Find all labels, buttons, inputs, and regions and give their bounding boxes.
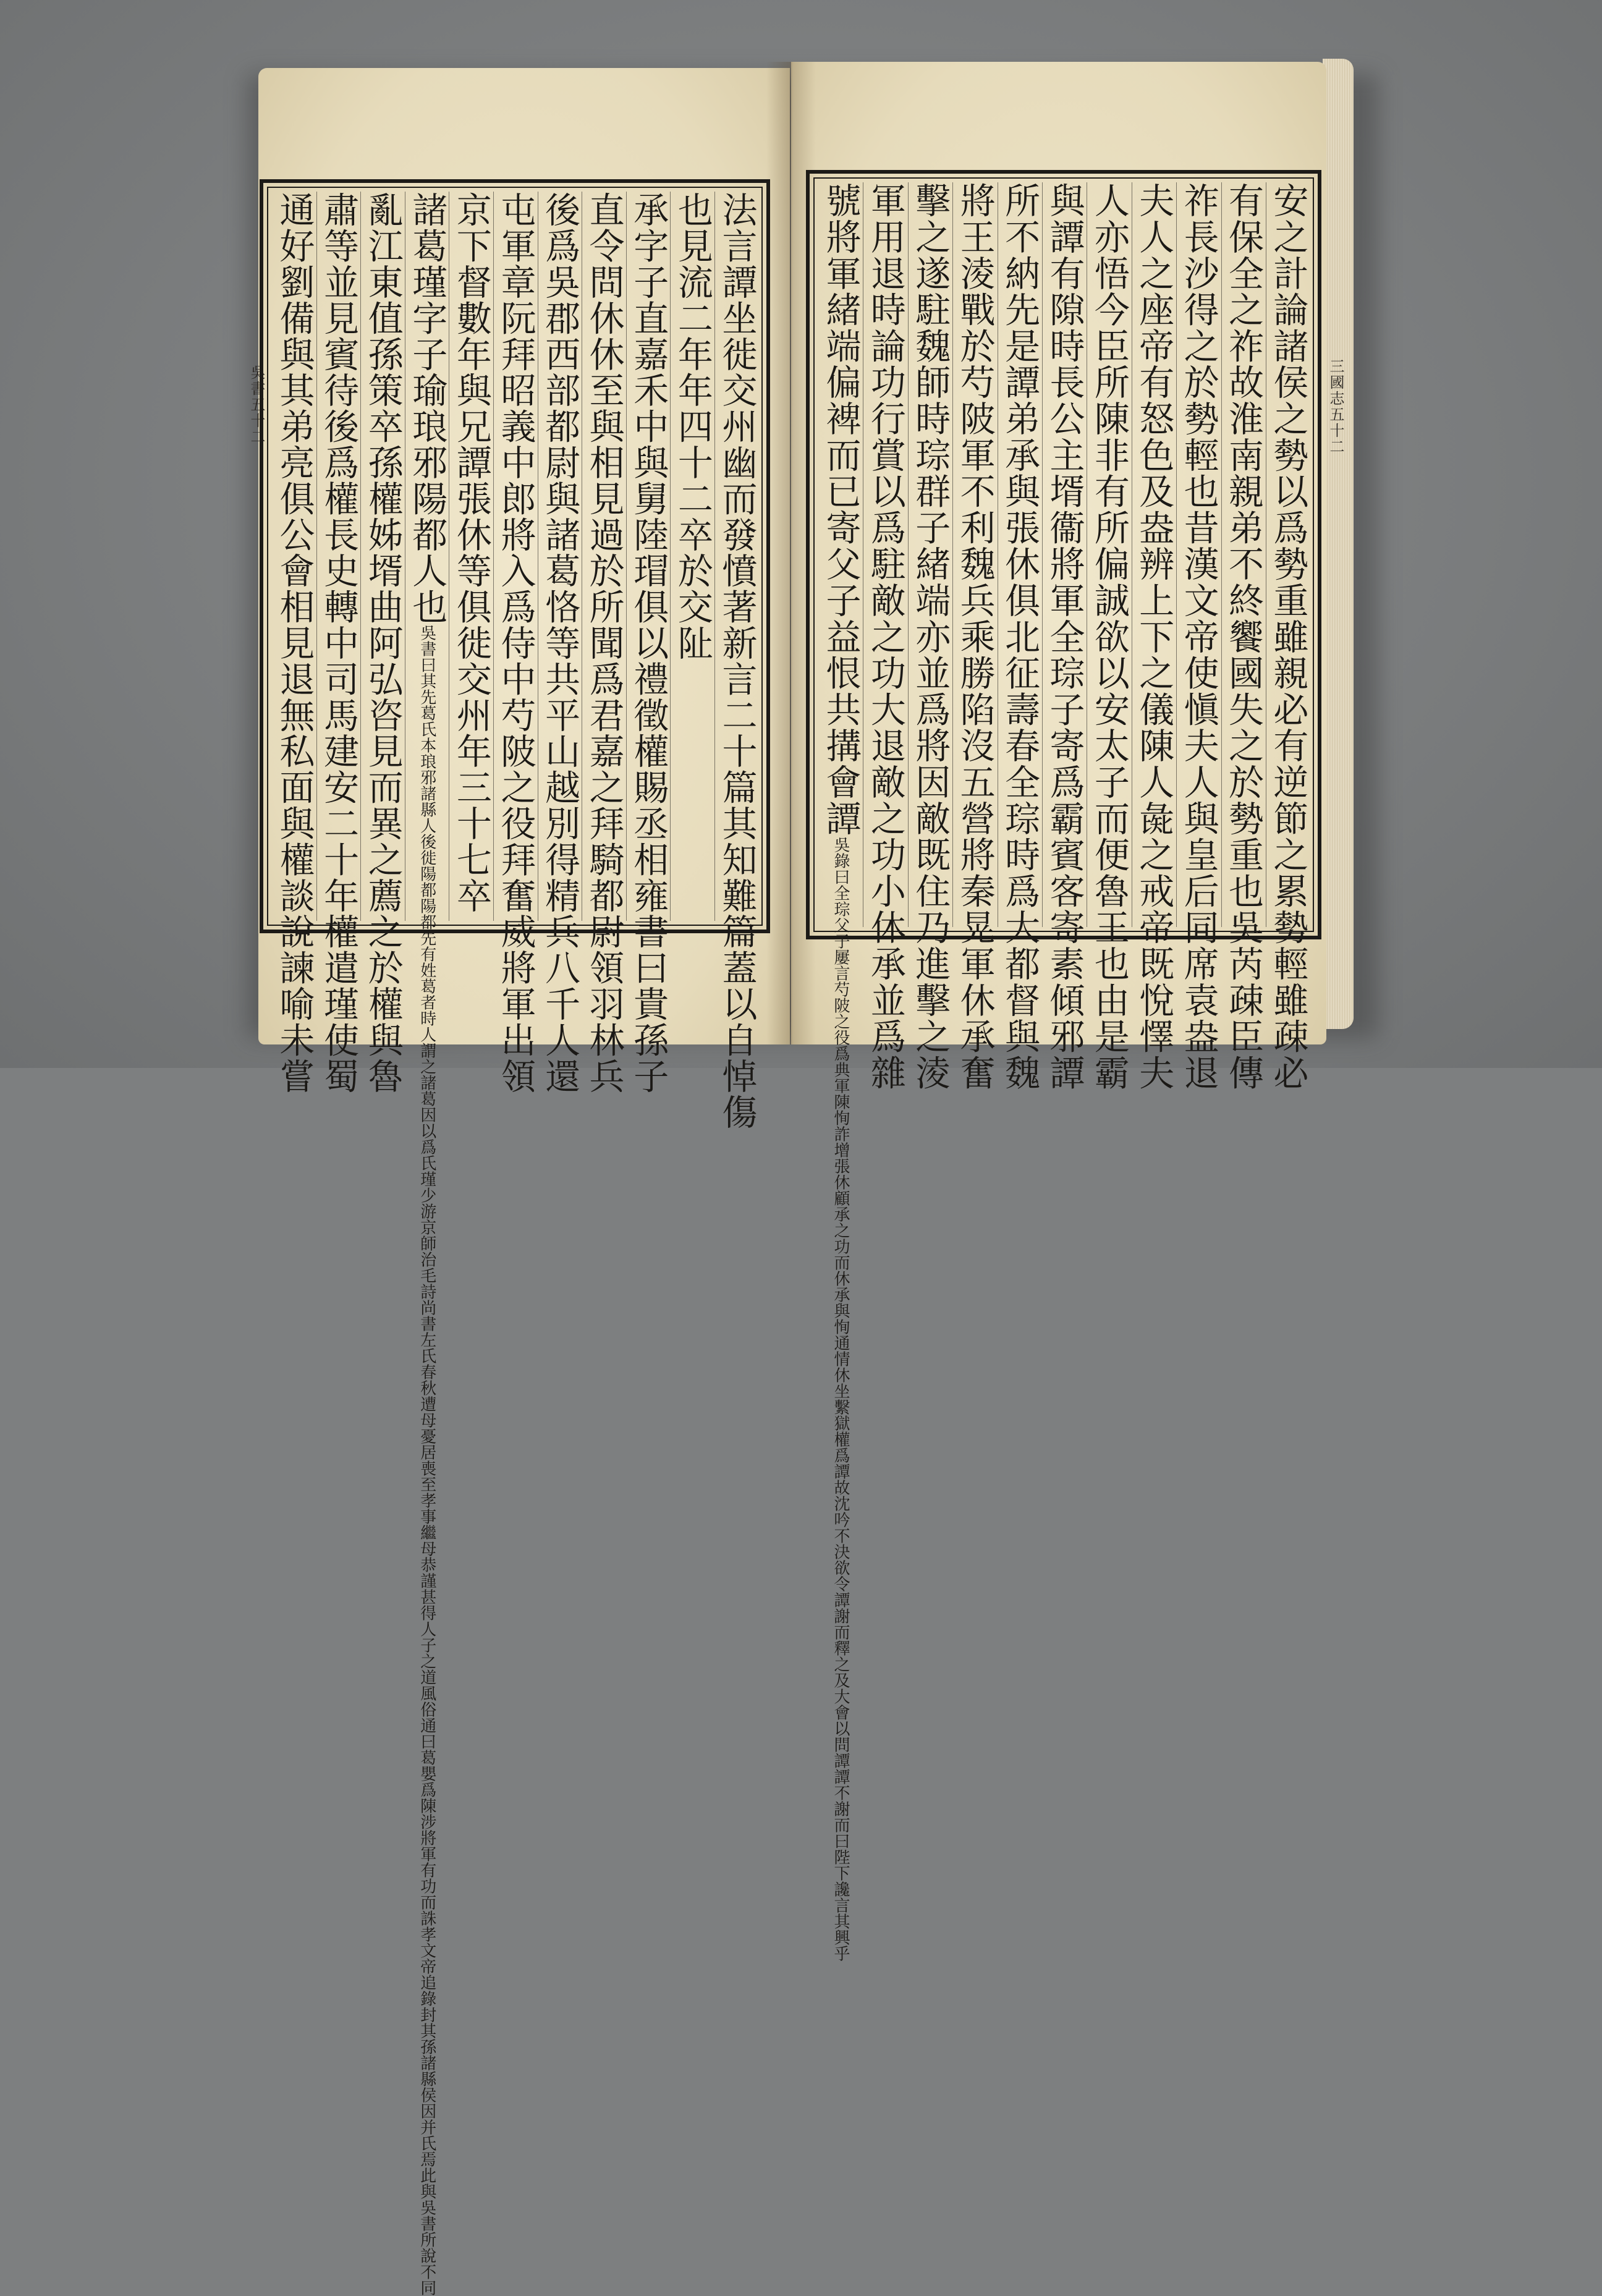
- column-text: 有保全之祚故淮南親弟不終饗國失之於勢重也吳芮疎臣傳: [1223, 182, 1264, 1091]
- column-text: 祚長沙得之於勢輕也昔漢文帝使愼夫人與皇后同席袁盎退: [1178, 182, 1219, 1091]
- left-column-2: [670, 192, 713, 921]
- column-text: 屯軍章阮拜昭義中郎將入爲侍中芍陂之役拜奮威將軍出領: [494, 192, 536, 1094]
- left-column-8: [405, 192, 448, 2296]
- left-column-11: [272, 192, 315, 1094]
- left-column-5: [538, 192, 581, 1094]
- column-text: 軍用退時論功行賞以爲駐敵之功大退敵之功小休承並爲雜: [865, 182, 906, 1091]
- left-column-6: [493, 192, 536, 1094]
- column-text: 後爲吳郡西部都尉與諸葛恪等共平山越別得精兵八千人還: [539, 192, 580, 1094]
- column-text: 通好劉備與其弟亮俱公會相見退無私面與權談說諫喻未嘗: [274, 192, 315, 1094]
- right-column-2: [1221, 182, 1265, 1091]
- right-fold-label: 三國志五十二: [1327, 358, 1344, 455]
- right-column-10: [863, 182, 906, 1091]
- left-column-3: [626, 192, 669, 1094]
- left-columns: [272, 192, 758, 2296]
- column-text: 擊之遂駐魏師時琮群子緒端亦並爲將因敵既住乃進擊之淩: [909, 182, 951, 1091]
- right-column-5: [1087, 182, 1130, 1091]
- right-column-9: [908, 182, 951, 1091]
- column-text: 號將軍緒端偏裨而已寄父子益恨共搆會譚: [820, 182, 861, 837]
- right-columns: [818, 182, 1309, 1962]
- column-text: 承字子直嘉禾中與舅陸瑁俱以禮徵權賜丞相雍書曰貴孫子: [627, 192, 669, 1094]
- column-text: 亂江東值孫策卒孫權姊壻曲阿弘咨見而異之薦之於權與魯: [362, 192, 404, 1094]
- column-text: 與譚有隙時長公主壻衞將軍全琮子寄爲霸賓客寄素傾邪譚: [1043, 182, 1085, 1091]
- left-column-4: [582, 192, 625, 1094]
- column-text: 也見流二年年四十二卒於交阯: [672, 192, 713, 661]
- column-text: 法言譚坐徙交州幽而發憤著新言二十篇其知難篇蓋以自悼傷: [716, 192, 757, 1130]
- left-column-10: [316, 192, 360, 1094]
- column-text: 人亦悟今臣所陳非有所偏誠欲以安太子而便魯王也由是霸: [1088, 182, 1130, 1091]
- column-text: 將王淩戰於芍陂軍不利魏兵乘勝陷沒五營將秦晃軍休承奮: [954, 182, 996, 1091]
- right-column-8: [952, 182, 996, 1091]
- column-text: 安之計論諸侯之勢以爲勢重雖親必有逆節之累勢輕雖疎必: [1267, 182, 1308, 1091]
- column-text: 夫人之座帝有怒色及盎辨上下之儀陳人彘之戒帝既悅懌夫: [1133, 182, 1174, 1091]
- column-text: 所不納先是譚弟承與張休俱北征壽春全琮時爲大都督與魏: [999, 182, 1040, 1091]
- left-column-1: [714, 192, 758, 1130]
- left-fold-label: 吳書五十二: [248, 365, 265, 445]
- right-column-11: [818, 182, 862, 1962]
- page-edges: [1323, 59, 1354, 1029]
- column-text: 京下督數年與兄譚張休等俱徙交州年三十七卒: [451, 192, 492, 913]
- column-text: 諸葛瑾字子瑜琅邪陽都人也: [406, 192, 447, 625]
- left-column-9: [360, 192, 404, 1094]
- commentary-note: 吳書曰其先葛氏本琅邪諸縣人後徙陽都陽都先有姓葛者時人謂之諸葛因以爲氏瑾少游京師治毛詩尚書左氏春秋遭母憂居喪至孝事繼母恭謹甚得人子之道風俗通曰葛嬰爲陳涉將軍有功而誅孝文帝追錄封其孫諸縣侯因并氏焉此與吳書所說不同: [417, 624, 436, 2296]
- column-text: 肅等並見賓待後爲權長史轉中司馬建安二十年權遣瑾使蜀: [318, 192, 359, 1094]
- left-text-block: [260, 179, 770, 2296]
- right-column-7: [998, 182, 1041, 1091]
- commentary-note: 吳錄曰全琮父子屢言芍陂之役爲典軍陳恂詐增張休顧承之功而休承與恂通情休坐繫獄權爲譚故沈吟不決欲令譚謝而釋之及大會以問譚譚不謝而曰陛下讒言其興乎: [831, 836, 850, 1962]
- column-text: 直令問休休至與相見過於所聞爲君嘉之拜騎都尉領羽林兵: [583, 192, 625, 1094]
- right-column-6: [1042, 182, 1085, 1091]
- right-text-block: [806, 170, 1321, 1962]
- left-column-7: [449, 192, 492, 921]
- right-column-4: [1132, 182, 1175, 1091]
- right-column-3: [1176, 182, 1219, 1091]
- right-column-1: [1266, 182, 1309, 1091]
